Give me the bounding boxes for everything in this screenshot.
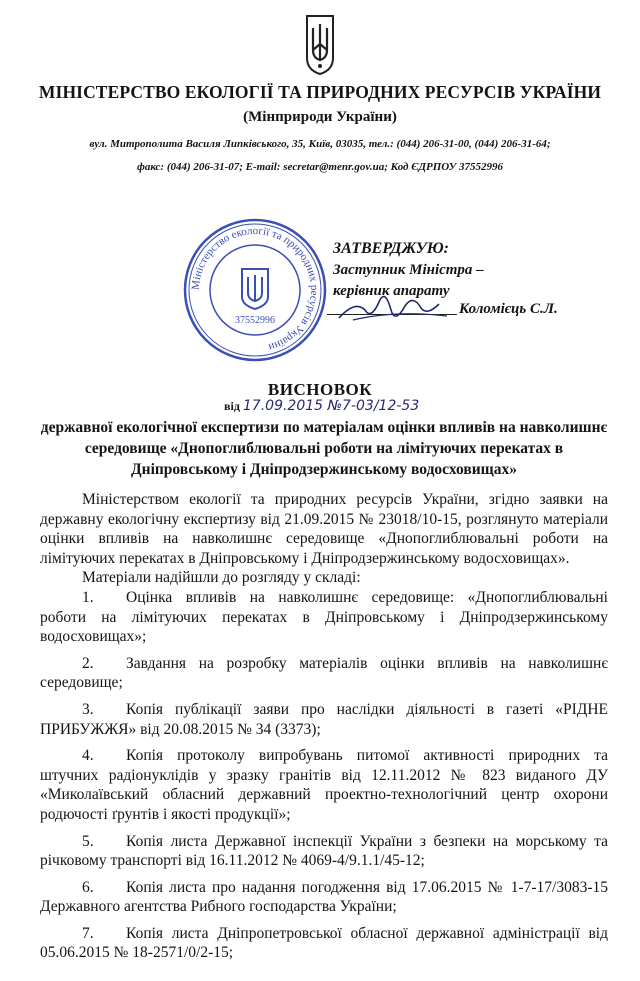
list-item: 4. Копія протоколу випробувань питомої активності природних та штучних радіонуклідів у зразку гранітів від 12.11.2012 № 823 виданого ДУ «Миколаївський обласний державний проектно-технологічний центр охорони родючості ґрунтів і якості продукції»; <box>40 747 608 823</box>
date-prefix: від <box>224 399 240 413</box>
ministry-name: МІНІСТЕРСТВО ЕКОЛОГІЇ ТА ПРИРОДНИХ РЕСУРСІВ УКРАЇНИ <box>38 82 602 102</box>
stamp-code: 37552996 <box>235 315 275 326</box>
list-item: 5. Копія листа Державної інспекції України з безпеки на морському та річковому транспорті від 16.11.2012 № 4069-4/9.1.1/45-12; <box>40 832 608 870</box>
list-item: 3. Копія публікації заяви про наслідки діяльності в газеті «РІДНЕ ПРИБУЖЖЯ» від 20.08.2015 № 34 (3373); <box>40 700 608 738</box>
document-title: ВИСНОВОК <box>267 380 373 399</box>
official-stamp <box>180 215 330 365</box>
list-item: 1. Оцінка впливів на навколишнє середовище: «Днопоглиблювальні роботи на лімітуючих перекатах в Дніпровському і Дніпродзержинському водосховищах»; <box>40 588 608 646</box>
materials-heading: Матеріали надійшли до розгляду у складі: <box>82 569 361 587</box>
list-item: 2. Завдання на розробку матеріалів оцінки впливів на навколишнє середовище; <box>40 654 608 692</box>
ministry-short-name: (Мінприроди України) <box>243 109 397 125</box>
list-item: 6. Копія листа про надання погодження від 17.06.2015 № 1-7-17/3083-15 Державного агентства Рибного господарства України; <box>40 878 608 916</box>
intro-paragraph: Міністерством екології та природних ресурсів України, згідно заявки на державну екологічну експертизу від 21.09.2015 № 23018/10-15, розглянуто матеріали оцінки впливів на навколишнє середовище «Днопоглиблювальні роботи на лімітуючих перекатах в Дніпровському і Дніпродзержинському водосховищах». <box>40 491 608 567</box>
document-subtitle: державної екологічної експертизи по матеріалам оцінки впливів на навколишнє середовище «Днопоглиблювальні роботи на лімітуючих перекатах в Дніпровському і Дніпродзержинському водосховищах» <box>40 419 608 478</box>
document-body <box>40 490 608 963</box>
coat-of-arms-icon <box>303 14 337 76</box>
svg-text:Міністерство екології та приро: Міністерство екології та природних ресурсів України <box>189 224 321 354</box>
approval-position-1: Заступник Міністра – <box>333 262 484 278</box>
address-line-2: факс: (044) 206-31-07; E-mail: secretar@menr.gov.ua; Код ЄДРПОУ 37552996 <box>137 161 503 173</box>
list-item: 7. Копія листа Дніпропетровської обласної державної адміністрації від 05.06.2015 № 18-2571/0/2-15; <box>40 924 608 962</box>
approval-heading: ЗАТВЕРДЖУЮ: <box>333 240 449 257</box>
handwritten-date-number: 17.09.2015 №7-03/12-53 <box>242 398 420 414</box>
address-line-1: вул. Митрополита Василя Липківського, 35, Київ, 03035, тел.: (044) 206-31-00, (044) 206-31-64; <box>89 138 551 150</box>
handwritten-signature <box>335 280 455 330</box>
approver-name: Коломієць С.Л. <box>459 301 558 317</box>
document-date-line <box>224 398 419 414</box>
approval-position-2: керівник апарату <box>333 283 450 299</box>
